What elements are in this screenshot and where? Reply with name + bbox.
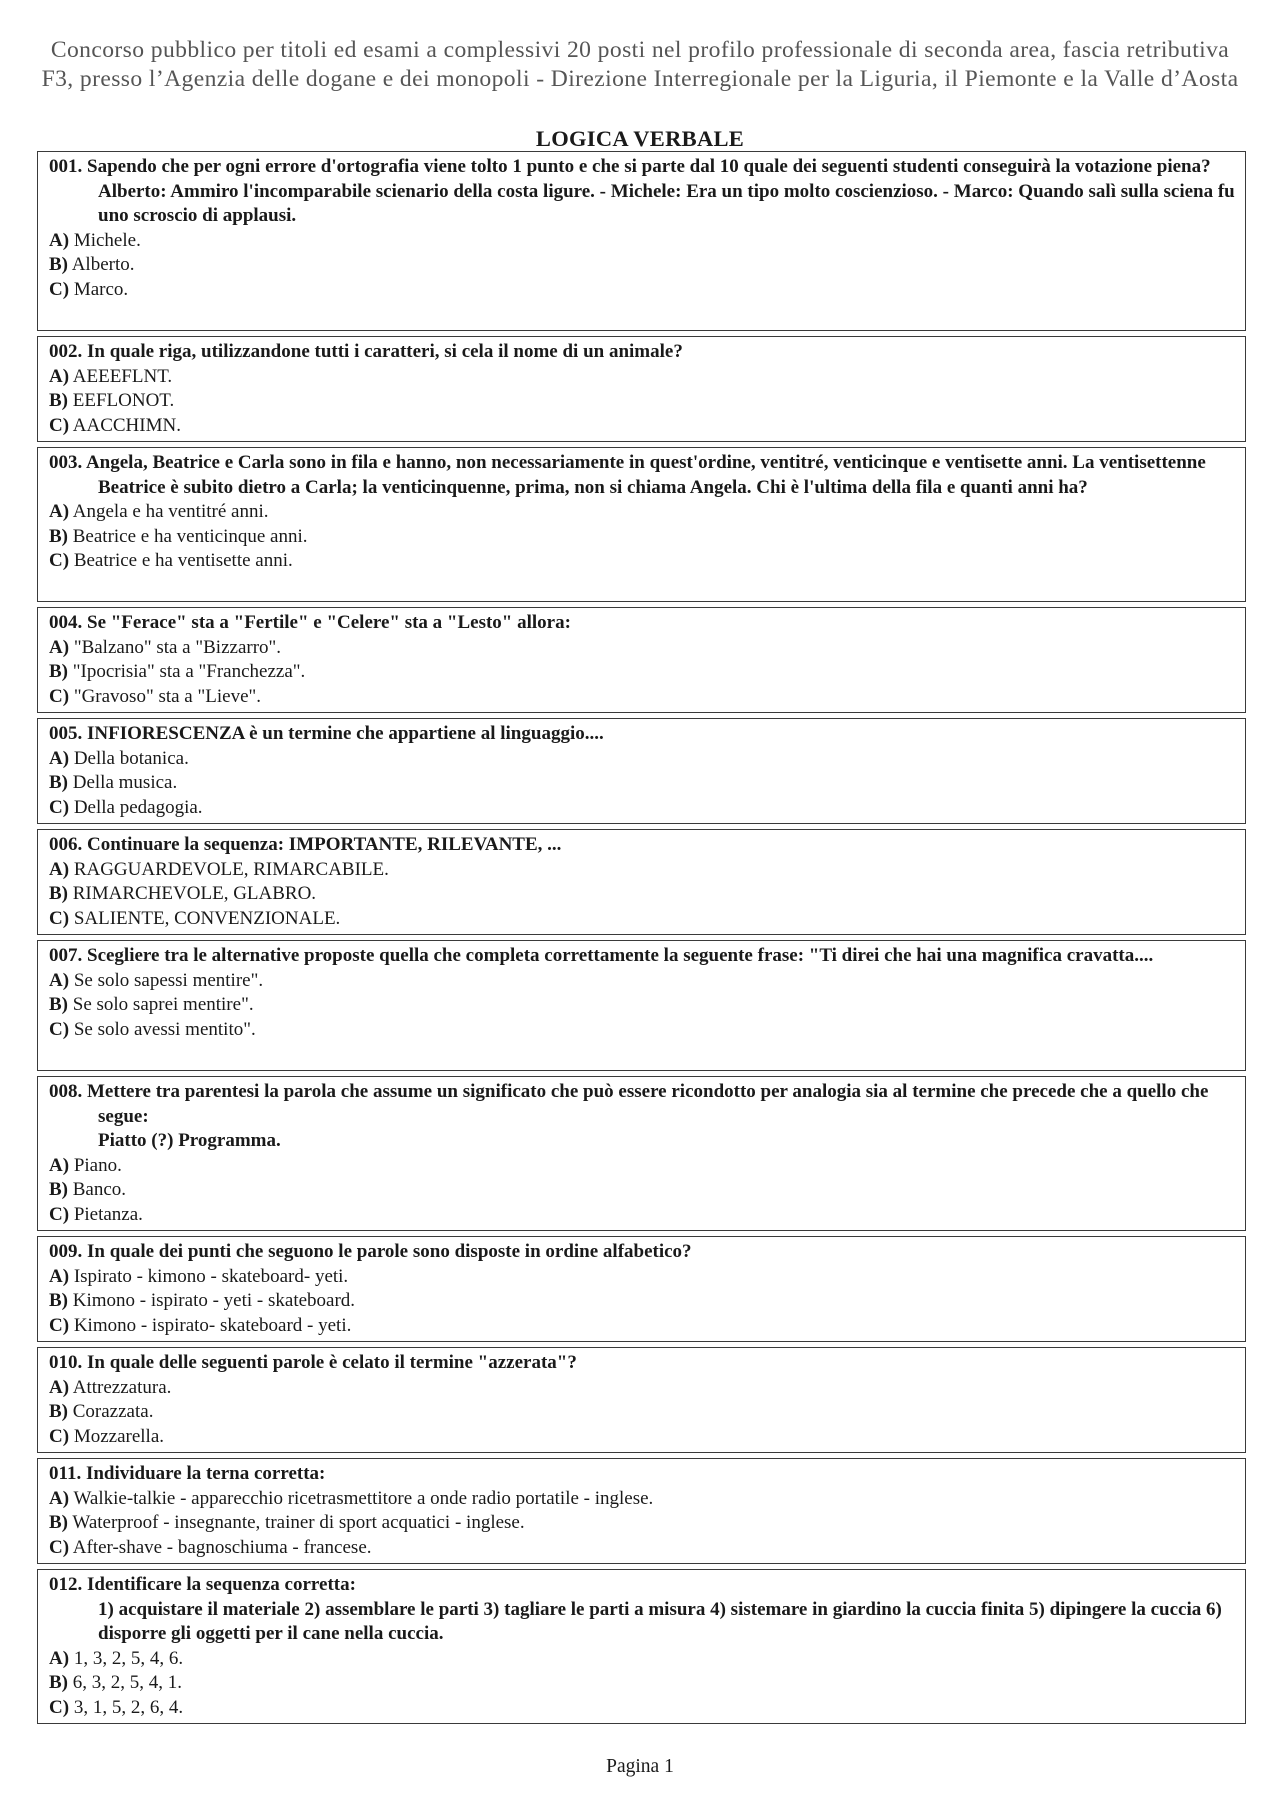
option-b bbox=[49, 1289, 1235, 1314]
question-detail: Piatto (?) Programma. bbox=[98, 1130, 281, 1151]
option-text: EEFLONOT. bbox=[72, 390, 175, 411]
option-text: Michele. bbox=[73, 229, 141, 251]
question-number: 008. bbox=[49, 1081, 83, 1102]
option-c bbox=[49, 1203, 1235, 1228]
question-number: 011. bbox=[49, 1463, 82, 1484]
option-letter: B) bbox=[49, 1672, 68, 1693]
option-letter: A) bbox=[49, 501, 70, 522]
question-box bbox=[37, 607, 1246, 713]
question-number: 007. bbox=[49, 945, 83, 966]
option-letter: A) bbox=[49, 1154, 70, 1176]
option-b bbox=[49, 1178, 1235, 1203]
question-box bbox=[37, 1458, 1246, 1564]
question-text bbox=[49, 944, 1235, 969]
question-prompt: Identificare la sequenza corretta: bbox=[87, 1574, 356, 1595]
option-c bbox=[49, 278, 1235, 303]
option-letter: C) bbox=[49, 685, 70, 707]
option-letter: C) bbox=[49, 1425, 70, 1447]
question-prompt: Se "Ferace" sta a "Fertile" e "Celere" sta a "Lesto" allora: bbox=[87, 612, 571, 633]
option-b bbox=[49, 1511, 1235, 1536]
option-letter: C) bbox=[49, 1696, 70, 1718]
question-number: 006. bbox=[49, 834, 83, 855]
question-box bbox=[37, 1076, 1246, 1231]
question-number: 003. bbox=[49, 452, 83, 473]
option-b bbox=[49, 993, 1235, 1018]
option-text: Della pedagogia. bbox=[73, 796, 203, 818]
question-prompt: Sapendo che per ogni errore d'ortografia viene tolto 1 punto e che si parte dal 10 quale dei seguenti studenti conseguirà la votazione piena? bbox=[87, 156, 1211, 177]
question-prompt: INFIORESCENZA è un termine che appartiene al linguaggio.... bbox=[87, 723, 604, 744]
question-detail: Alberto: Ammiro l'incomparabile scienario della costa ligure. - Michele: Era un tipo molto coscienzioso. - Marco: Quando salì sulla sciena fu uno scroscio di applausi. bbox=[98, 180, 1235, 226]
option-text: Della musica. bbox=[72, 772, 178, 793]
option-text: Marco. bbox=[73, 278, 129, 300]
option-text: After-shave - bagnoschiuma - francese. bbox=[72, 1536, 372, 1558]
option-a bbox=[49, 229, 1235, 254]
option-letter: C) bbox=[49, 1536, 70, 1558]
option-text: Pietanza. bbox=[73, 1203, 143, 1225]
option-text: Alberto. bbox=[71, 254, 135, 275]
option-text: Waterproof - insegnante, trainer di sport acquatici - inglese. bbox=[72, 1512, 525, 1533]
question-prompt: Mettere tra parentesi la parola che assume un significato che può essere ricondotto per analogia sia al termine che precede che a quello che segue: bbox=[87, 1081, 1209, 1127]
question-number: 012. bbox=[49, 1574, 83, 1595]
option-a bbox=[49, 1265, 1235, 1290]
option-text: 6, 3, 2, 5, 4, 1. bbox=[72, 1672, 182, 1693]
question-number: 009. bbox=[49, 1241, 83, 1262]
option-b bbox=[49, 660, 1235, 685]
question-box bbox=[37, 151, 1246, 331]
option-text: RAGGUARDEVOLE, RIMARCABILE. bbox=[73, 858, 389, 880]
option-text: Attrezzatura. bbox=[72, 1376, 172, 1398]
option-text: Mozzarella. bbox=[73, 1425, 165, 1447]
option-letter: A) bbox=[49, 1376, 70, 1398]
option-text: RIMARCHEVOLE, GLABRO. bbox=[72, 883, 317, 904]
question-number: 002. bbox=[49, 341, 83, 362]
question-box bbox=[37, 1347, 1246, 1453]
option-text: Corazzata. bbox=[72, 1401, 154, 1422]
option-letter: B) bbox=[49, 994, 68, 1015]
option-letter: C) bbox=[49, 278, 70, 300]
question-detail: 1) acquistare il materiale 2) assemblare le parti 3) tagliare le parti a misura 4) sistemare in giardino la cuccia finita 5) dipingere la cuccia 6) disporre gli oggetti per il cane nella cuccia. bbox=[98, 1598, 1222, 1644]
option-text: AEEEFLNT. bbox=[72, 365, 173, 387]
option-text: Banco. bbox=[72, 1179, 127, 1200]
option-a bbox=[49, 969, 1235, 994]
option-letter: A) bbox=[49, 1647, 70, 1669]
option-letter: B) bbox=[49, 390, 68, 411]
question-prompt: Scegliere tra le alternative proposte quella che completa correttamente la seguente frase: "Ti direi che hai una magnifica cravatta.... bbox=[87, 945, 1154, 966]
option-c bbox=[49, 796, 1235, 821]
question-number: 010. bbox=[49, 1352, 83, 1373]
option-text: Beatrice e ha venticinque anni. bbox=[72, 525, 308, 547]
option-letter: C) bbox=[49, 1203, 70, 1225]
option-b bbox=[49, 389, 1235, 414]
option-text: Se solo saprei mentire". bbox=[72, 994, 254, 1015]
option-letter: A) bbox=[49, 1487, 70, 1509]
option-b bbox=[49, 1671, 1235, 1696]
question-text bbox=[49, 1573, 1235, 1598]
option-a bbox=[49, 500, 1235, 525]
option-letter: A) bbox=[49, 858, 70, 880]
question-text bbox=[49, 611, 1235, 636]
option-letter: B) bbox=[49, 1179, 68, 1200]
question-number: 001. bbox=[49, 156, 83, 177]
option-c bbox=[49, 1696, 1235, 1721]
question-box bbox=[37, 447, 1246, 602]
option-a bbox=[49, 747, 1235, 772]
option-letter: C) bbox=[49, 907, 70, 929]
question-prompt: Angela, Beatrice e Carla sono in fila e hanno, non necessariamente in quest'ordine, ventitré, venticinque e ventisette anni. La ventisettenne Beatrice è subito dietro a Carla; la venticinquenne, prima, non si chiama Angela. Chi è l'ultima della fila e quanti anni ha? bbox=[85, 452, 1206, 498]
option-letter: B) bbox=[49, 1512, 68, 1533]
question-text bbox=[49, 1240, 1235, 1265]
document-header: Concorso pubblico per titoli ed esami a complessivi 20 posti nel profilo professionale di seconda area, fascia retributiva F3, presso l’Agenzia delle dogane e dei monopoli - Direzione Interregionale per la Liguria, il Piemonte e la Valle d’Aosta bbox=[41, 37, 1239, 92]
question-text bbox=[49, 722, 1235, 747]
option-letter: B) bbox=[49, 772, 68, 793]
option-text: 3, 1, 5, 2, 6, 4. bbox=[73, 1696, 184, 1718]
option-letter: A) bbox=[49, 365, 70, 387]
option-letter: C) bbox=[49, 1314, 70, 1336]
option-text: 1, 3, 2, 5, 4, 6. bbox=[73, 1647, 184, 1669]
option-c bbox=[49, 1536, 1235, 1561]
option-text: Della botanica. bbox=[73, 747, 189, 769]
option-text: Se solo avessi mentito". bbox=[73, 1018, 256, 1040]
option-c bbox=[49, 414, 1235, 439]
option-text: Beatrice e ha ventisette anni. bbox=[73, 550, 293, 571]
question-text bbox=[49, 833, 1235, 858]
option-b bbox=[49, 1400, 1235, 1425]
option-text: "Ipocrisia" sta a "Franchezza". bbox=[72, 661, 306, 682]
option-text: Piano. bbox=[73, 1154, 122, 1176]
question-box bbox=[37, 336, 1246, 442]
option-b bbox=[49, 882, 1235, 907]
option-text: Angela e ha ventitré anni. bbox=[72, 501, 269, 522]
option-c bbox=[49, 907, 1235, 932]
page-number: Pagina 1 bbox=[606, 1756, 674, 1777]
question-text bbox=[49, 1351, 1235, 1376]
option-c bbox=[49, 1314, 1235, 1339]
option-letter: B) bbox=[49, 661, 68, 682]
option-a bbox=[49, 1154, 1235, 1179]
option-c bbox=[49, 685, 1235, 710]
question-box bbox=[37, 718, 1246, 824]
option-text: Walkie-talkie - apparecchio ricetrasmettitore a onde radio portatile - inglese. bbox=[73, 1487, 654, 1509]
option-text: Se solo sapessi mentire". bbox=[73, 969, 264, 991]
question-box bbox=[37, 829, 1246, 935]
option-letter: B) bbox=[49, 1290, 68, 1311]
option-letter: C) bbox=[49, 1018, 70, 1040]
option-letter: C) bbox=[49, 550, 70, 571]
option-letter: A) bbox=[49, 969, 70, 991]
option-letter: A) bbox=[49, 636, 70, 658]
option-b bbox=[49, 253, 1235, 278]
question-prompt: In quale delle seguenti parole è celato il termine "azzerata"? bbox=[87, 1352, 577, 1373]
option-text: Kimono - ispirato - yeti - skateboard. bbox=[72, 1290, 356, 1311]
option-text: Ispirato - kimono - skateboard- yeti. bbox=[73, 1265, 349, 1287]
option-letter: A) bbox=[49, 1265, 70, 1287]
option-c bbox=[49, 1018, 1235, 1043]
option-letter: B) bbox=[49, 525, 68, 547]
option-text: Kimono - ispirato- skateboard - yeti. bbox=[73, 1314, 352, 1336]
option-letter: C) bbox=[49, 796, 70, 818]
question-text bbox=[49, 451, 1235, 500]
option-a bbox=[49, 365, 1235, 390]
question-text bbox=[49, 1080, 1235, 1129]
option-letter: A) bbox=[49, 229, 70, 251]
option-a bbox=[49, 636, 1235, 661]
option-letter: A) bbox=[49, 747, 70, 769]
option-letter: B) bbox=[49, 883, 68, 904]
question-number: 004. bbox=[49, 612, 83, 633]
option-a bbox=[49, 1487, 1235, 1512]
option-text: AACCHIMN. bbox=[72, 414, 181, 436]
question-prompt: Individuare la terna corretta: bbox=[85, 1463, 326, 1484]
option-letter: B) bbox=[49, 254, 68, 275]
option-text: "Balzano" sta a "Bizzarro". bbox=[73, 636, 282, 658]
option-a bbox=[49, 1376, 1235, 1401]
option-a bbox=[49, 858, 1235, 883]
question-box bbox=[37, 940, 1246, 1071]
option-b bbox=[49, 525, 1235, 550]
option-b bbox=[49, 771, 1235, 796]
question-text bbox=[49, 1462, 1235, 1487]
section-title: LOGICA VERBALE bbox=[535, 126, 745, 151]
question-number: 005. bbox=[49, 723, 83, 744]
option-text: "Gravoso" sta a "Lieve". bbox=[73, 685, 262, 707]
option-letter: B) bbox=[49, 1401, 68, 1422]
option-c bbox=[49, 1425, 1235, 1450]
option-a bbox=[49, 1647, 1235, 1672]
question-text bbox=[49, 340, 1235, 365]
option-text: SALIENTE, CONVENZIONALE. bbox=[73, 907, 341, 929]
question-box bbox=[37, 1569, 1246, 1724]
question-box bbox=[37, 1236, 1246, 1342]
question-text bbox=[49, 155, 1235, 180]
question-prompt: In quale riga, utilizzandone tutti i caratteri, si cela il nome di un animale? bbox=[87, 341, 683, 362]
option-c bbox=[49, 549, 1235, 574]
question-prompt: In quale dei punti che seguono le parole sono disposte in ordine alfabetico? bbox=[87, 1241, 692, 1262]
option-letter: C) bbox=[49, 414, 70, 436]
question-prompt: Continuare la sequenza: IMPORTANTE, RILEVANTE, ... bbox=[87, 834, 562, 855]
